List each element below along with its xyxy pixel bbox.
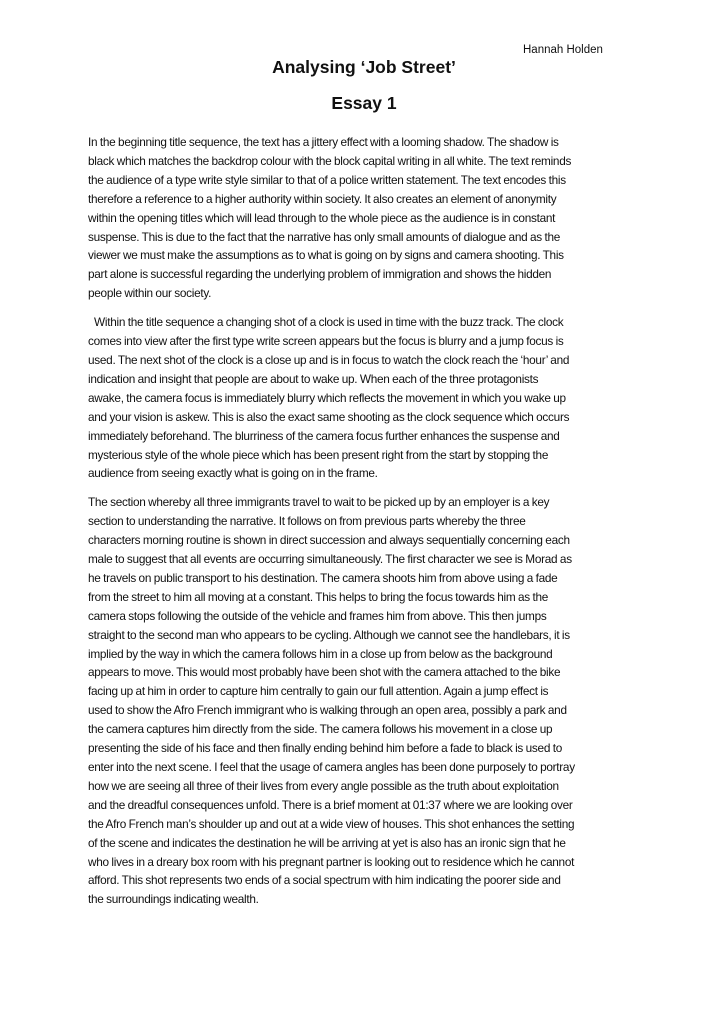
paragraph-2: [88, 313, 647, 483]
text-line: camera stops following the outside of the vehicle and frames him from above. This then jumps: [88, 608, 547, 623]
text-line: therefore a reference to a higher authority within society. It also creates an element of anonymity: [88, 191, 557, 206]
text-line: straight to the second man who appears to be cycling. Although we cannot see the handlebars, it is: [88, 627, 570, 642]
text-line: the camera captures him directly from the side. The camera follows his movement in a close up: [88, 722, 553, 737]
text-line: suspense. This is due to the fact that the narrative has only small amounts of dialogue and as the: [88, 229, 561, 244]
text-line: black which matches the backdrop colour with the block capital writing in all white. The text reminds: [88, 153, 572, 168]
essay-body: [88, 133, 647, 919]
text-line: implied by the way in which the camera follows him in a close up from below as the background: [88, 646, 553, 661]
text-line: from the street to him all moving at a constant. This helps to bring the focus towards him as the: [88, 589, 549, 604]
text-line: afford. This shot represents two ends of a social spectrum with him indicating the poorer side and: [88, 873, 561, 888]
text-line: part alone is successful regarding the underlying problem of immigration and shows the hidden: [88, 267, 552, 282]
text-line: characters morning routine is shown in direct succession and always sequentially concerning each: [88, 533, 570, 548]
text-line: how we are seeing all three of their lives from every angle possible as the truth about exploitation: [88, 778, 559, 793]
text-line: facing up at him in order to capture him centrally to gain our full attention. Again a jump effect is: [88, 684, 549, 699]
text-line: the audience of a type write style similar to that of a police written statement. The text encodes this: [88, 172, 566, 187]
document-title: Analysing ‘Job Street’: [272, 57, 456, 77]
text-line: used to show the Afro French immigrant who is walking through an open area, possibly a park and: [88, 703, 567, 718]
text-line: awake, the camera focus is immediately blurry which reflects the movement in which you wake up: [88, 390, 566, 405]
text-line: audience from seeing exactly what is going on in the frame.: [88, 466, 378, 481]
text-line: within the opening titles which will lead through to the whole piece as the audience is in constant: [88, 210, 556, 225]
text-line: The section whereby all three immigrants travel to wait to be picked up by an employer is a key: [88, 495, 550, 510]
paragraph-1: [88, 133, 647, 303]
text-line: appears to move. This would most probably have been shot with the camera attached to the bike: [88, 665, 561, 680]
text-line: section to understanding the narrative. It follows on from previous parts whereby the three: [88, 514, 526, 529]
text-line: viewer we must make the assumptions as to what is going on by signs and camera shooting. This: [88, 248, 564, 263]
text-line: and your vision is askew. This is also the exact same shooting as the clock sequence which occurs: [88, 409, 570, 424]
text-line: used. The next shot of the clock is a close up and is in focus to watch the clock reach the ‘hour’ and: [88, 352, 570, 367]
text-line: male to suggest that all events are occurring simultaneously. The first character we see is Morad as: [88, 552, 572, 567]
text-line: enter into the next scene. I feel that the usage of camera angles has been done purposely to portray: [88, 760, 575, 774]
text-line: Within the title sequence a changing shot of a clock is used in time with the buzz track. The clock: [94, 315, 564, 330]
text-line: comes into view after the first type write screen appears but the focus is blurry and a jump focus is: [88, 334, 564, 349]
text-line: indication and insight that people are about to wake up. When each of the three protagonists: [88, 371, 539, 386]
text-line: mysterious style of the whole piece which has been present right from the start by stopping the: [88, 447, 549, 462]
text-line: the surroundings indicating wealth.: [88, 892, 259, 907]
text-line: and the dreadful consequences unfold. There is a brief moment at 01:37 where we are looking over: [88, 797, 573, 812]
text-line: the Afro French man’s shoulder up and out at a wide view of houses. This shot enhances the setting: [88, 816, 575, 831]
essay-number: Essay 1: [331, 93, 397, 113]
text-line: of the scene and indicates the destination he will be arriving at yet is also has an ironic sign that he: [88, 835, 566, 850]
text-line: immediately beforehand. The blurriness of the camera focus further enhances the suspense and: [88, 428, 560, 443]
text-line: people within our society.: [88, 286, 212, 301]
paragraph-3: [88, 493, 647, 909]
author-name: Hannah Holden: [523, 44, 603, 56]
text-line: he travels on public transport to his destination. The camera shoots him from above using a fade: [88, 570, 558, 585]
text-line: presenting the side of his face and then finally ending behind him before a fade to black is used to: [88, 741, 562, 756]
text-line: who lives in a dreary box room with his pregnant partner is looking out to residence which he cannot: [88, 854, 575, 869]
text-line: In the beginning title sequence, the text has a jittery effect with a looming shadow. The shadow is: [88, 135, 559, 149]
